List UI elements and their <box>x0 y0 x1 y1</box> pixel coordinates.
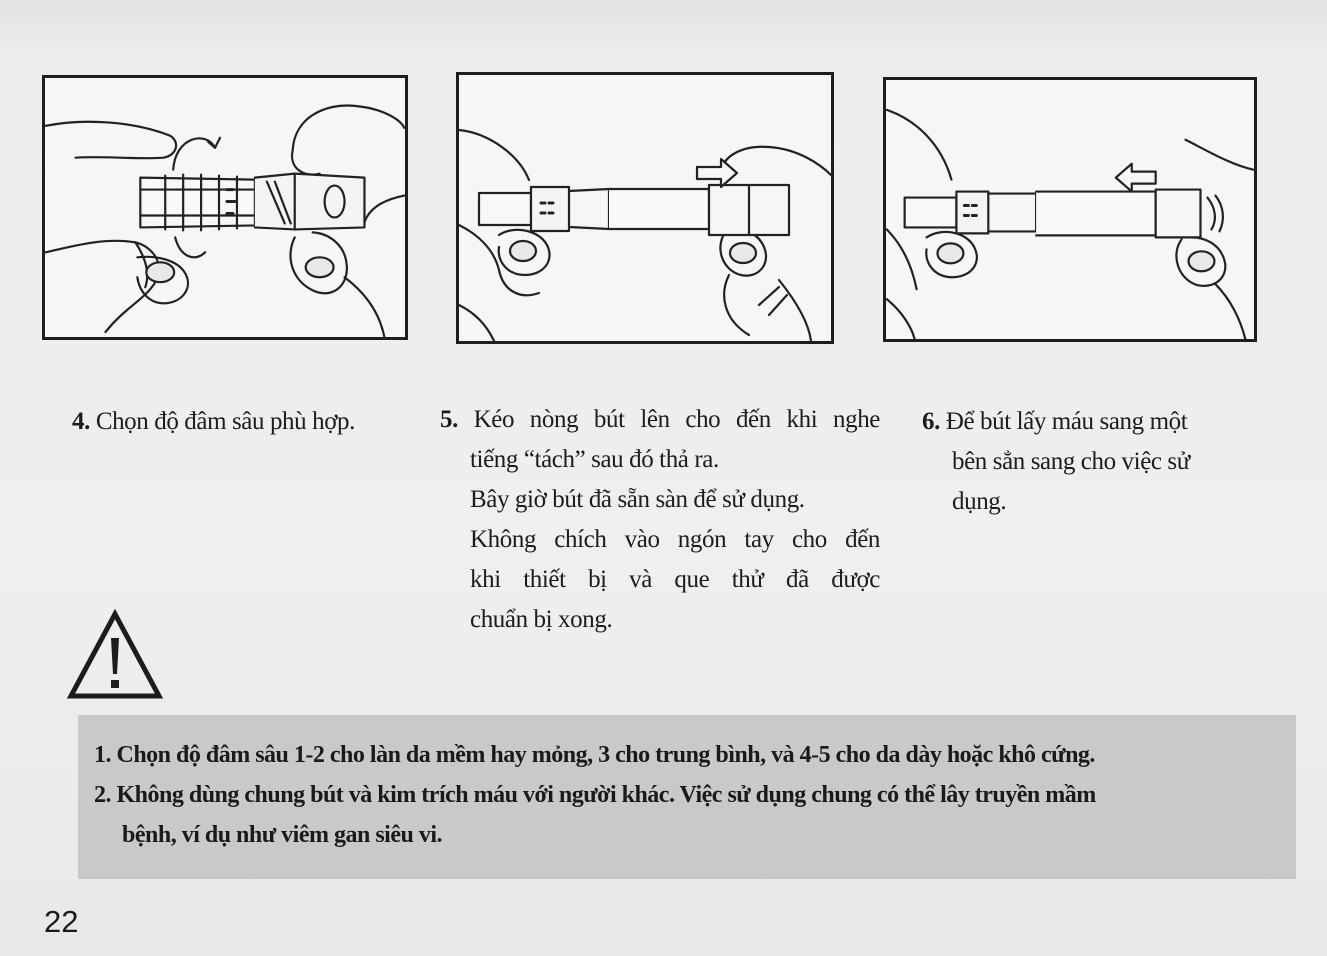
step-4-caption <box>72 402 412 442</box>
warning-item: 2. Không dùng chung bút và kim trích máu với người khác. Việc sử dụng chung có thể lây truyền mầm <box>94 782 1096 808</box>
step-number: 4. <box>72 408 90 435</box>
illustration-pen-ready <box>883 77 1257 342</box>
step-text: Không chích vào ngón tay cho đến <box>470 526 880 553</box>
step-text: Để bút lấy máu sang một <box>945 408 1188 435</box>
step-5-caption <box>440 400 880 640</box>
step-6-caption <box>922 402 1242 522</box>
warning-box <box>78 715 1296 879</box>
step-text: dụng. <box>952 488 1007 515</box>
step-text: Kéo nòng bút lên cho đến khi nghe <box>473 406 880 433</box>
warning-item-continuation: bệnh, ví dụ như viêm gan siêu vi. <box>122 822 442 848</box>
illustration-select-depth <box>42 75 408 340</box>
step-text: Chọn độ đâm sâu phù hợp. <box>95 408 355 435</box>
step-number: 6. <box>922 408 940 435</box>
page-number: 22 <box>44 904 79 939</box>
step-text: khi thiết bị và que thử đã được <box>470 566 880 593</box>
step-text: Bây giờ bút đã sẵn sàn để sử dụng. <box>470 486 805 513</box>
warning-item: 1. Chọn độ đâm sâu 1-2 cho làn da mềm hay mỏng, 3 cho trung bình, và 4-5 cho da dày hoặc khô cứng. <box>94 742 1095 768</box>
step-text: tiếng “tách” sau đó thả ra. <box>470 446 719 473</box>
warning-triangle-icon <box>66 608 164 702</box>
illustration-pull-barrel <box>456 72 834 344</box>
step-text: bên sẳn sang cho việc sử <box>952 448 1190 475</box>
step-text: chuẩn bị xong. <box>470 606 613 633</box>
step-number: 5. <box>440 406 458 433</box>
